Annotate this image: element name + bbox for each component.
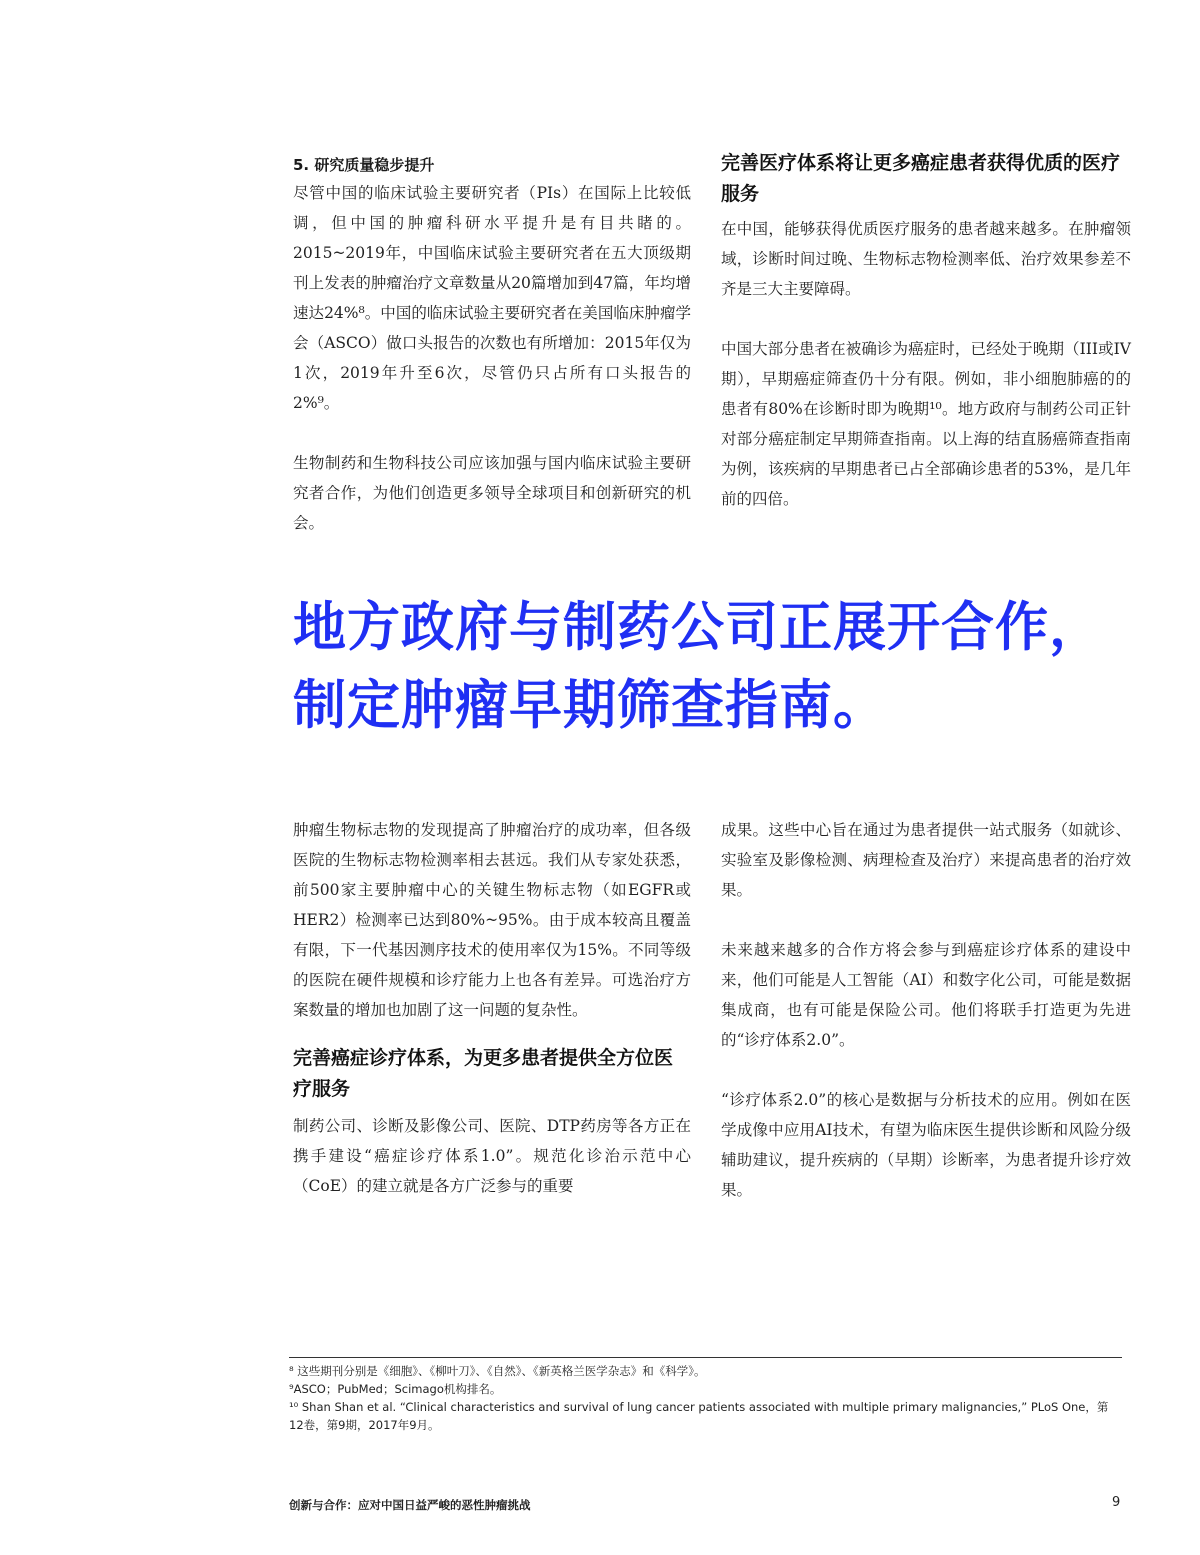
section-biomarkers: [293, 815, 691, 1201]
paragraph-late-diagnosis: 中国大部分患者在被确诊为癌症时，已经处于晚期（III或IV期），早期癌症筛查仍十分有限。例如，非小细胞肺癌的的患者有80%在诊断时即为晚期¹⁰。地方政府与制药公司正针对部分癌症制定早期筛查指南。以上海的结直肠癌筛查指南为例，该疾病的早期患者已占全部确诊患者的53%，是几年前的四倍。: [721, 340, 1131, 508]
footer-title: 创新与合作：应对中国日益严峻的恶性肿瘤挑战: [289, 1498, 531, 1512]
paragraph-healthcare-access: 在中国，能够获得优质医疗服务的患者越来越多。在肿瘤领域，诊断时间过晚、生物标志物检测率低、治疗效果参差不齐是三大主要障碍。: [721, 220, 1131, 298]
paragraph-care-system-2: “诊疗体系2.0”的核心是数据与分析技术的应用。例如在医学成像中应用AI技术，有望为临床医生提供诊断和风险分级辅助建议，提升疾病的（早期）诊断率，为患者提升诊疗效果。: [721, 1091, 1131, 1199]
pull-quote: 地方政府与制药公司正展开合作，制定肿瘤早期筛查指南。: [293, 596, 1103, 736]
section-heading-healthcare-system: 完善医疗体系将让更多癌症患者获得优质的医疗服务: [721, 152, 1121, 205]
footnotes: [289, 1362, 1122, 1434]
paragraph-coe-results: 成果。这些中心旨在通过为患者提供一站式服务（如就诊、实验室及影像检测、病理检查及治疗）来提高患者的治疗效果。: [721, 821, 1131, 899]
paragraph-care-system-1: 制药公司、诊断及影像公司、医院、DTP药房等各方正在携手建设“癌症诊疗体系1.0”。规范化诊治示范中心（CoE）的建立就是各方广泛参与的重要: [293, 1117, 691, 1195]
section-heading-research-quality: 5. 研究质量稳步提升: [293, 156, 435, 174]
footnote-10: ¹⁰ Shan Shan et al. “Clinical characteristics and survival of lung cancer patients associated with multiple primary malignancies,” PLoS One，第12卷，第9期，2017年9月。: [289, 1400, 1109, 1432]
paragraph-partners: 未来越来越多的合作方将会参与到癌症诊疗体系的建设中来，他们可能是人工智能（AI）和数字化公司，可能是数据集成商，也有可能是保险公司。他们将联手打造更为先进的“诊疗体系2.0”。: [721, 941, 1131, 1049]
section-heading-cancer-care-system: 完善癌症诊疗体系，为更多患者提供全方位医疗服务: [293, 1047, 674, 1100]
section-research-quality: [293, 152, 691, 538]
section-care-system-continued: [721, 815, 1131, 1205]
paragraph-research-recommendation: 生物制药和生物科技公司应该加强与国内临床试验主要研究者合作，为他们创造更多领导全球项目和创新研究的机会。: [293, 454, 691, 532]
paragraph-biomarkers: 肿瘤生物标志物的发现提高了肿瘤治疗的成功率，但各级医院的生物标志物检测率相去甚远。我们从专家处获悉，前500家主要肿瘤中心的关键生物标志物（如EGFR或HER2）检测率已达到80%~95%。由于成本较高且覆盖有限，下一代基因测序技术的使用率仅为15%。不同等级的医院在硬件规模和诊疗能力上也各有差异。可选治疗方案数量的增加也加剧了这一问题的复杂性。: [293, 821, 691, 1019]
paragraph-research-pis: 尽管中国的临床试验主要研究者（PIs）在国际上比较低调，但中国的肿瘤科研水平提升是有目共睹的。2015~2019年，中国临床试验主要研究者在五大顶级期刊上发表的肿瘤治疗文章数量从20篇增加到47篇，年均增速达24%⁸。中国的临床试验主要研究者在美国临床肿瘤学会（ASCO）做口头报告的次数也有所增加：2015年仅为1次，2019年升至6次，尽管仍只占所有口头报告的2%⁹。: [293, 184, 691, 412]
footnote-divider: [289, 1357, 1122, 1358]
page-number: 9: [1112, 1495, 1121, 1510]
footnote-9: ⁹ASCO；PubMed；Scimago机构排名。: [289, 1382, 502, 1396]
footnote-8: ⁸ 这些期刊分别是《细胞》、《柳叶刀》、《自然》、《新英格兰医学杂志》和《科学》。: [289, 1364, 706, 1378]
section-healthcare-system: [721, 148, 1131, 514]
